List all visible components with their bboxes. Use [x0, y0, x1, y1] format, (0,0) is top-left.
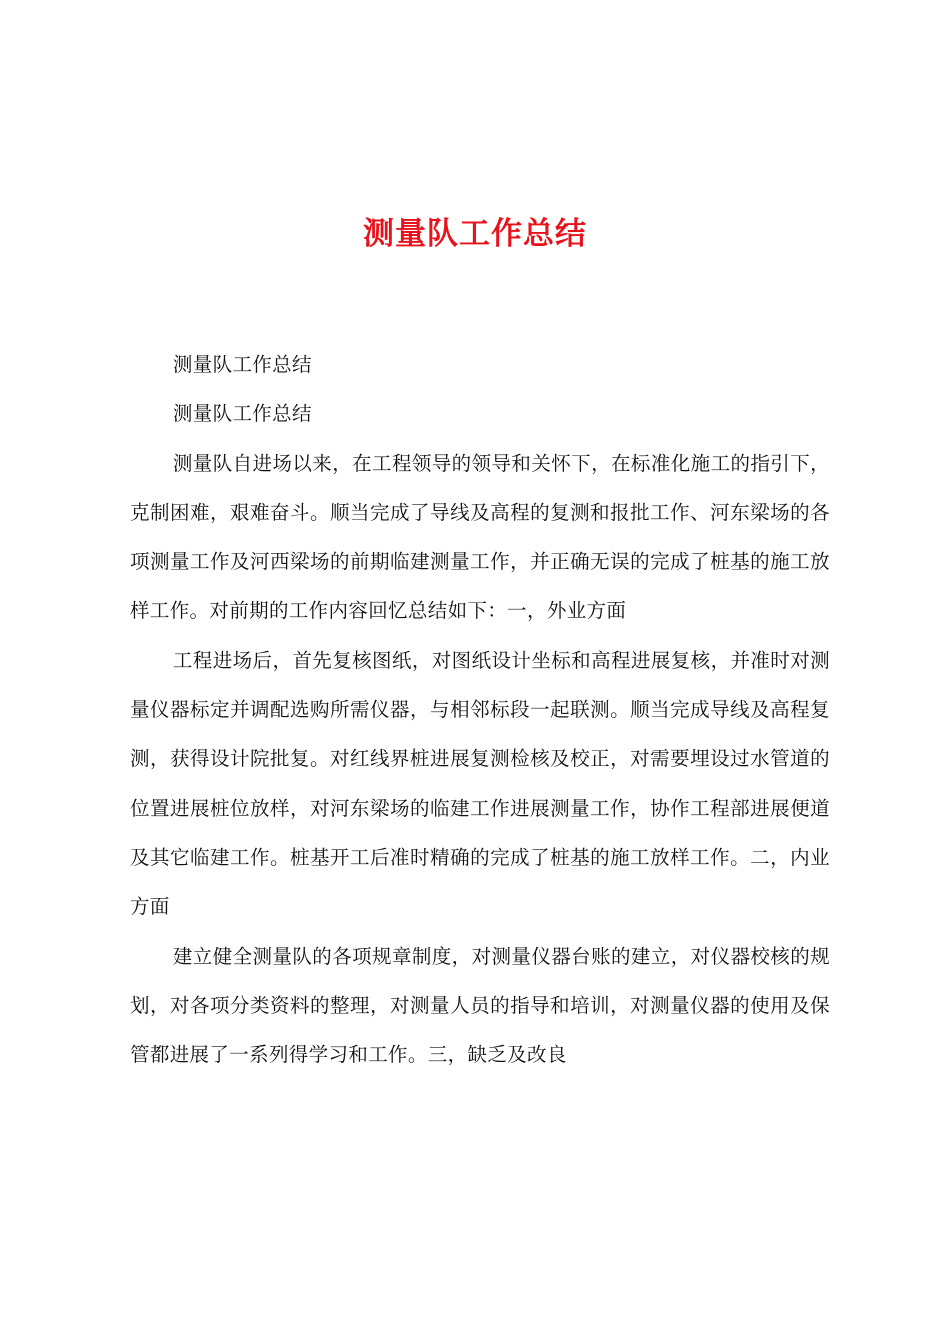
paragraph-office-work: 建立健全测量队的各项规章制度，对测量仪器台账的建立，对仪器校核的规划，对各项分类资料的整理，对测量人员的指导和培训，对测量仪器的使用及保管都进展了一系列得学习和工作。三，缺乏及改良: [130, 944, 830, 1067]
document-body: [130, 340, 830, 1079]
paragraph-field-work: 工程进场后，首先复核图纸，对图纸设计坐标和高程进展复核，并准时对测量仪器标定并调配选购所需仪器，与相邻标段一起联测。顺当完成导线及高程复测，获得设计院批复。对红线界桩进展复测检核及校正，对需要埋设过水管道的位置进展桩位放样，对河东梁场的临建工作进展测量工作，协作工程部进展便道及其它临建工作。桩基开工后准时精确的完成了桩基的施工放样工作。二，内业方面: [130, 648, 830, 919]
paragraph-subtitle-2: 测量队工作总结: [172, 402, 312, 426]
document-title: 测量队工作总结: [363, 216, 587, 252]
paragraph-subtitle-1: 测量队工作总结: [172, 353, 312, 376]
paragraph-intro: 测量队自进场以来，在工程领导的领导和关怀下，在标准化施工的指引下，克制困难，艰难奋斗。顺当完成了导线及高程的复测和报批工作、河东梁场的各项测量工作及河西梁场的前期临建测量工作，并正确无误的完成了桩基的施工放样工作。对前期的工作内容回忆总结如下：一，外业方面: [130, 451, 830, 623]
